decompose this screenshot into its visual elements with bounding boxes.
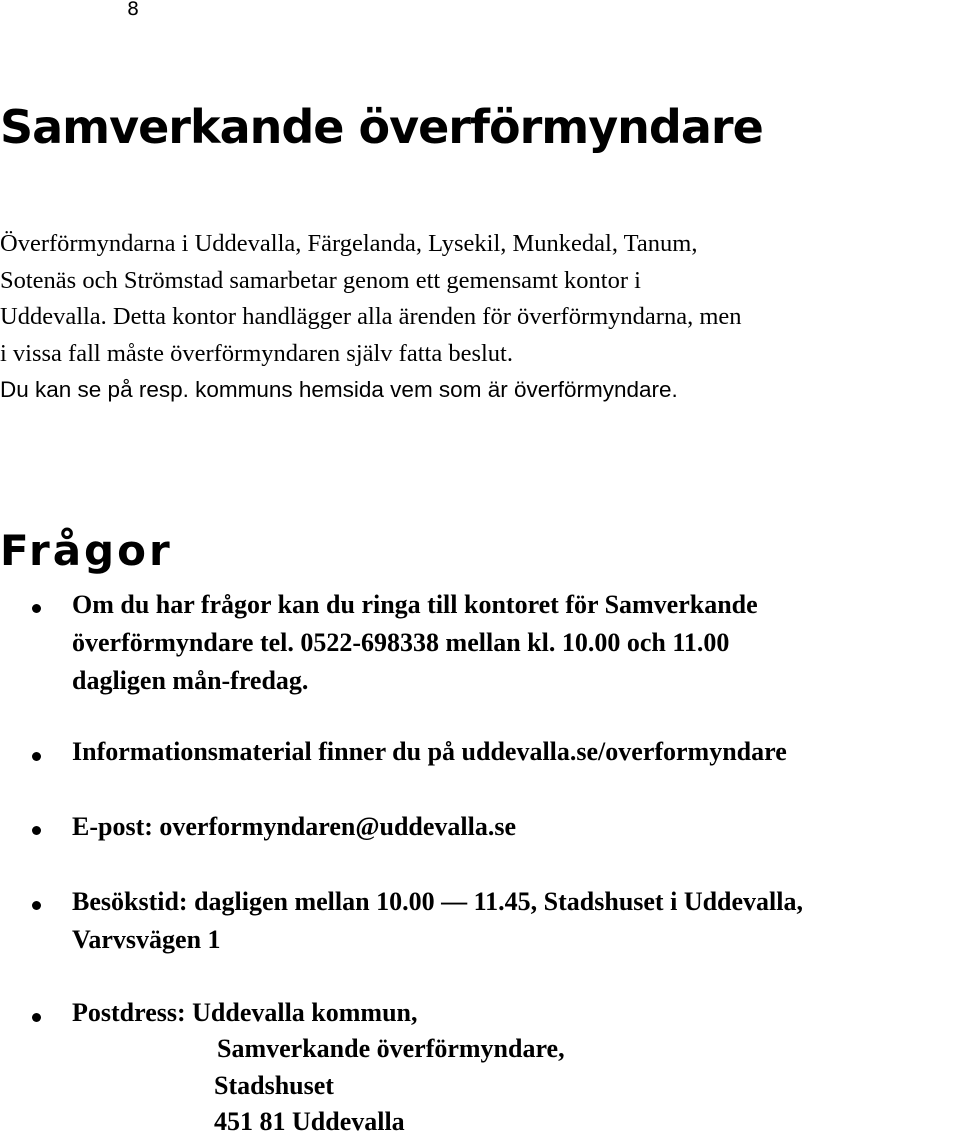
page-title: Samverkande överförmyndare [0, 100, 763, 154]
bullet-icon [32, 752, 41, 761]
bullet-icon [32, 604, 41, 613]
postal-address-item: Postdress: Uddevalla kommun, [72, 998, 418, 1027]
page-number: 8 [127, 0, 140, 20]
questions-heading: Frågor [0, 526, 173, 575]
bullet-icon [32, 826, 41, 835]
bullet-icon [32, 901, 41, 910]
phone-info-item: Om du har frågor kan du ringa till kontoret för Samverkande överförmyndare tel. 0522-698338 mellan kl. 10.00 och 11.00 dagligen mån-fredag. [72, 590, 758, 695]
email-item: E-post: overformyndaren@uddevalla.se [72, 812, 517, 841]
address-line: 451 81 Uddevalla [214, 1107, 405, 1136]
information-material-item: Informationsmaterial finner du på uddevalla.se/overformyndare [72, 737, 787, 766]
intro-paragraph: Överförmyndarna i Uddevalla, Färgelanda, Lysekil, Munkedal, Tanum, Sotenäs och Strömstad samarbetar genom ett gemensamt kontor i Uddevalla. Detta kontor handlägger alla ärenden för överförmyndarna, men i vissa fall måste överförmyndaren själv fatta beslut. [0, 230, 742, 367]
bullet-icon [32, 1013, 41, 1022]
address-line: Stadshuset [214, 1071, 334, 1100]
address-line: Samverkande överförmyndare, [217, 1034, 565, 1063]
visiting-hours-item: Besökstid: dagligen mellan 10.00 — 11.45, Stadshuset i Uddevalla, Varvsvägen 1 [72, 887, 803, 954]
intro-note: Du kan se på resp. kommuns hemsida vem som är överförmyndare. [0, 377, 678, 402]
